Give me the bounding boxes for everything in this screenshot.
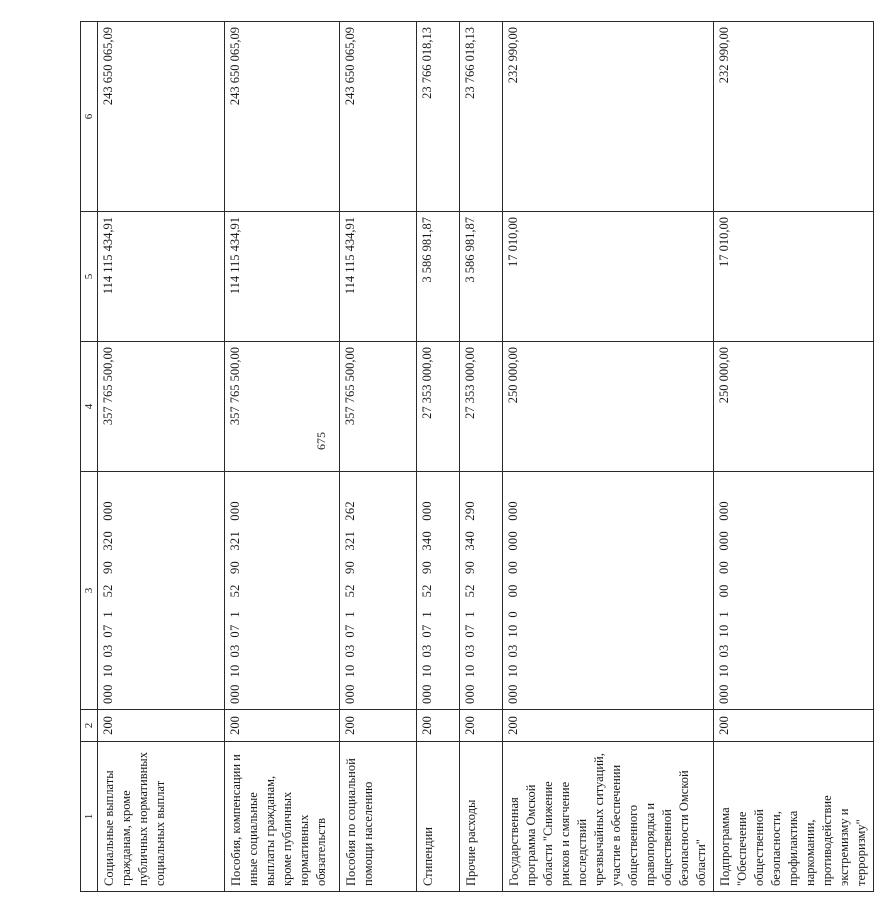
header-cell: 1 [81,742,98,892]
header-cell: 3 [81,472,98,710]
table-row [714,22,874,892]
table-row [503,22,714,892]
header-cell: 5 [81,212,98,342]
header-cell: 6 [81,22,98,212]
row-classification: 000 10 03 07 1 52 90 340 000 [417,472,460,710]
row-value-5: 114 115 434,91 [98,212,225,342]
row-code: 200 [98,710,225,742]
table-row [225,22,340,892]
row-value-6: 243 650 065,09 [340,22,417,212]
row-value-4: 357 765 500,00 [225,342,340,472]
row-value-4: 27 353 000,00 [417,342,460,472]
row-classification: 000 10 03 10 1 00 00 000 000 [714,472,874,710]
row-value-6: 23 766 018,13 [417,22,460,212]
row-value-4: 27 353 000,00 [460,342,503,472]
row-name: Государственная программа Омской области "Снижение рисков и смягчение последствий чрезвычайных ситуаций, участие в обеспечении общественного правопорядка и общественной безопасности Омской области" [503,742,714,892]
row-name: Прочие расходы [460,742,503,892]
row-code: 200 [714,710,874,742]
table-row [417,22,460,892]
row-classification: 000 10 03 07 1 52 90 320 000 [98,472,225,710]
row-value-5: 17 010,00 [714,212,874,342]
rotated-page [80,22,868,892]
row-value-5: 3 586 981,87 [460,212,503,342]
row-value-6: 232 990,00 [714,22,874,212]
row-value-6: 243 650 065,09 [98,22,225,212]
row-code: 200 [460,710,503,742]
row-name: Стипендии [417,742,460,892]
row-code: 200 [503,710,714,742]
row-value-5: 114 115 434,91 [340,212,417,342]
table-row [98,22,225,892]
row-value-4: 250 000,00 [714,342,874,472]
row-value-6: 23 766 018,13 [460,22,503,212]
row-value-6: 232 990,00 [503,22,714,212]
row-classification: 000 10 03 07 1 52 90 321 000 [225,472,340,710]
row-name: Социальные выплаты гражданам, кроме публичных нормативных социальных выплат [98,742,225,892]
row-value-4: 250 000,00 [503,342,714,472]
row-value-5: 17 010,00 [503,212,714,342]
row-value-5: 3 586 981,87 [417,212,460,342]
row-value-6: 243 650 065,09 [225,22,340,212]
row-value-4: 357 765 500,00 [340,342,417,472]
row-value-4: 357 765 500,00 [98,342,225,472]
page-number: 675 [314,432,328,450]
row-classification: 000 10 03 10 0 00 00 000 000 [503,472,714,710]
budget-table [80,21,874,892]
row-code: 200 [340,710,417,742]
row-code: 200 [417,710,460,742]
row-value-5: 114 115 434,91 [225,212,340,342]
header-row [81,22,98,892]
table-row [340,22,417,892]
row-classification: 000 10 03 07 1 52 90 321 262 [340,472,417,710]
row-name: Пособия, компенсации и иные социальные выплаты гражданам, кроме публичных нормативных обязательств [225,742,340,892]
header-cell: 2 [81,710,98,742]
table-row [460,22,503,892]
row-name: Подпрограмма "Обеспечение общественной безопасности, профилактика наркомании, противодействие экстремизму и терроризму" [714,742,874,892]
row-classification: 000 10 03 07 1 52 90 340 290 [460,472,503,710]
header-cell: 4 [81,342,98,472]
row-code: 200 [225,710,340,742]
row-name: Пособия по социальной помощи населению [340,742,417,892]
